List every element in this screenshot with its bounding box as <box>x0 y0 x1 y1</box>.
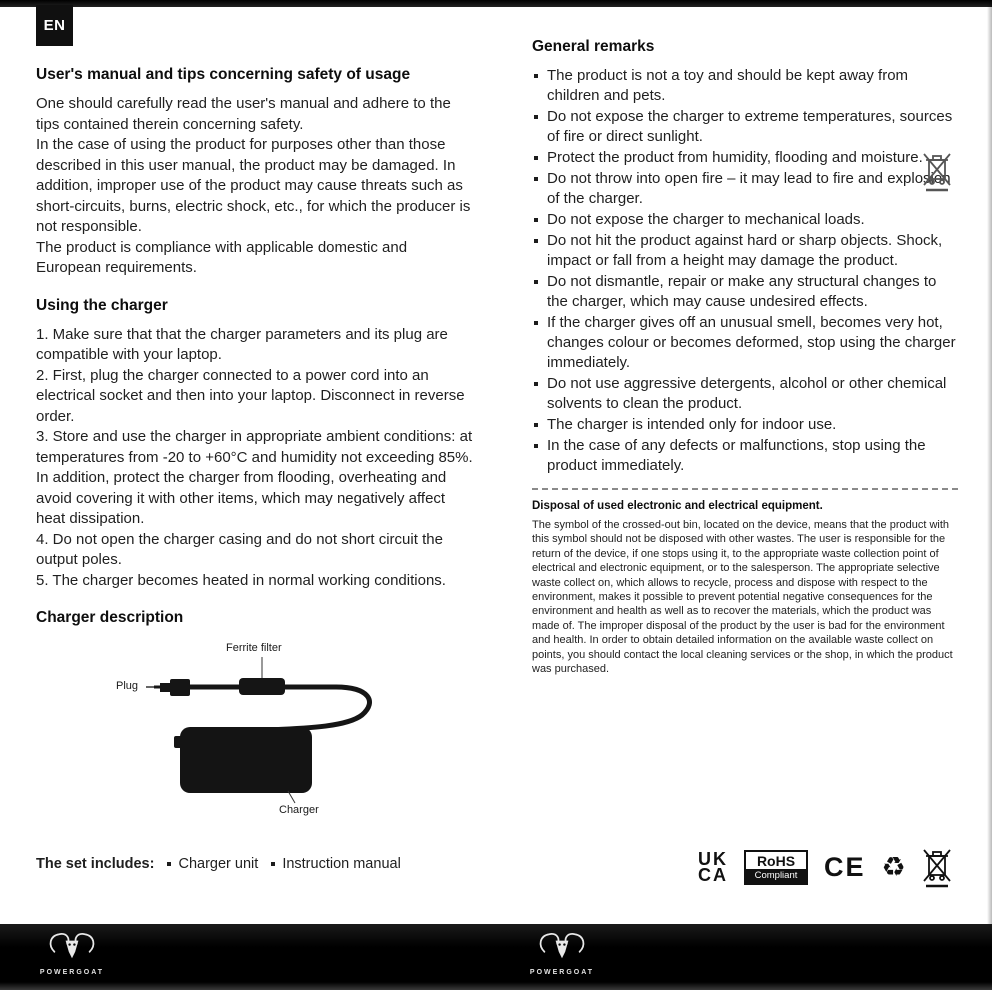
dashed-divider <box>532 488 958 490</box>
goat-head-icon <box>46 931 98 963</box>
safety-line: One should carefully read the user's manual and adhere to the tips contained therein concerning safety. <box>36 95 451 133</box>
right-column <box>532 38 958 676</box>
safety-line: In the case of using the product for purposes other than those described in this user manual, the product may be damaged. In addition, improper use of the product may cause threats such as short-circuits, burns, electric shock, etc., for which the producer is not responsible. <box>36 136 471 235</box>
brand-name: POWERGOAT <box>529 969 595 976</box>
ukca-uk: UK <box>698 849 728 869</box>
footer-band <box>0 924 992 990</box>
safety-heading: User's manual and tips concerning safety of usage <box>36 66 411 83</box>
using-step: 4. Do not open the charger casing and do not short circuit the output poles. <box>36 530 443 568</box>
using-step: 3. Store and use the charger in appropriate ambient conditions: at temperatures from -20 to +60°C and humidity not exceeding 85%. In addition, protect the charger from flooding, overheating and avoid covering it with other items, which may negatively affect heat dissipation. <box>36 428 473 527</box>
plug-label: Plug <box>116 680 139 692</box>
set-includes <box>36 856 401 872</box>
charger-description-heading: Charger description <box>36 609 184 626</box>
using-step: 1. Make sure that that the charger parameters and its plug are compatible with your laptop. <box>36 325 448 363</box>
disposal-body: The symbol of the crossed-out bin, located on the device, means that the product with this symbol should not be disposed with other wastes. The user is responsible for the return of the device, if one stops using it, to the appropriate waste collection point of electrical and electronic equipment, or to the salesperson. The appropriate selective waste collect on, which allows to recycle, process and dispose with respect to the environment, makes it possible to prevent potential negative consequences for the environment and health as well as to recover the materials, which the product was made of. The improper disposal of the product by the user is bad for the environment and health. In order to obtain detailed information on the available waste collect on points, you should contact the local cleaning services or the shop, in which the product was purchased. <box>532 519 953 676</box>
charger-illustration <box>36 641 474 821</box>
set-item: Charger unit <box>165 856 258 872</box>
language-badge: EN <box>36 5 73 46</box>
rohs-label: RoHS <box>756 852 796 869</box>
rohs-mark <box>744 850 808 885</box>
remark-item: Do not use aggressive detergents, alcohol or other chemical solvents to clean the product. <box>532 374 958 414</box>
ukca-mark <box>698 851 728 883</box>
using-charger-heading: Using the charger <box>36 296 168 314</box>
goat-head-icon <box>536 931 588 963</box>
safety-line: The product is compliance with applicable domestic and European requirements. <box>36 238 408 276</box>
disposal-heading: Disposal of used electronic and electrical equipment. <box>532 500 823 512</box>
powergoat-logo <box>32 931 112 976</box>
using-step: 5. The charger becomes heated in normal working conditions. <box>36 571 446 589</box>
recycle-icon: ♻ <box>881 851 906 882</box>
brand-name: POWERGOAT <box>39 969 105 976</box>
remark-item: The product is not a toy and should be kept away from children and pets. <box>532 66 958 106</box>
remark-item: Do not hit the product against hard or sharp objects. Shock, impact or fall from a height may damage the product. <box>532 231 958 271</box>
powergoat-logo <box>522 931 602 976</box>
weee-bin-icon <box>922 150 952 192</box>
set-includes-label: The set includes: <box>36 856 155 872</box>
ce-mark: CE <box>824 851 866 882</box>
certification-marks <box>698 846 952 888</box>
ukca-ca: CA <box>698 865 728 885</box>
page-right-shadow <box>987 0 992 990</box>
weee-bin-icon <box>922 846 952 888</box>
charger-diagram <box>36 641 474 821</box>
using-step: 2. First, plug the charger connected to a power cord into an electrical socket and then into your laptop. Disconnect in reverse order. <box>36 366 465 425</box>
remark-item: Do not throw into open fire – it may lead to fire and explosion of the charger. <box>532 169 958 209</box>
page-top-edge <box>0 0 992 7</box>
remark-item: Do not expose the charger to extreme temperatures, sources of fire or direct sunlight. <box>532 107 958 147</box>
rohs-compliant-label: Compliant <box>746 869 806 883</box>
set-item: Instruction manual <box>269 856 400 872</box>
left-column <box>36 66 474 821</box>
charger-label: Charger <box>279 804 319 816</box>
remark-item: In the case of any defects or malfunctions, stop using the product immediately. <box>532 436 958 476</box>
general-remarks-heading: General remarks <box>532 38 655 55</box>
remark-item: The charger is intended only for indoor use. <box>532 415 958 435</box>
remark-item: Do not expose the charger to mechanical loads. <box>532 210 958 230</box>
remark-item: If the charger gives off an unusual smell, becomes very hot, changes colour or becomes deformed, stop using the charger immediately. <box>532 313 958 373</box>
remark-item: Do not dismantle, repair or make any structural changes to the charger, which may cause undesired effects. <box>532 272 958 312</box>
ferrite-filter-label: Ferrite filter <box>226 642 282 654</box>
remark-item: Protect the product from humidity, flooding and moisture. <box>532 148 958 168</box>
